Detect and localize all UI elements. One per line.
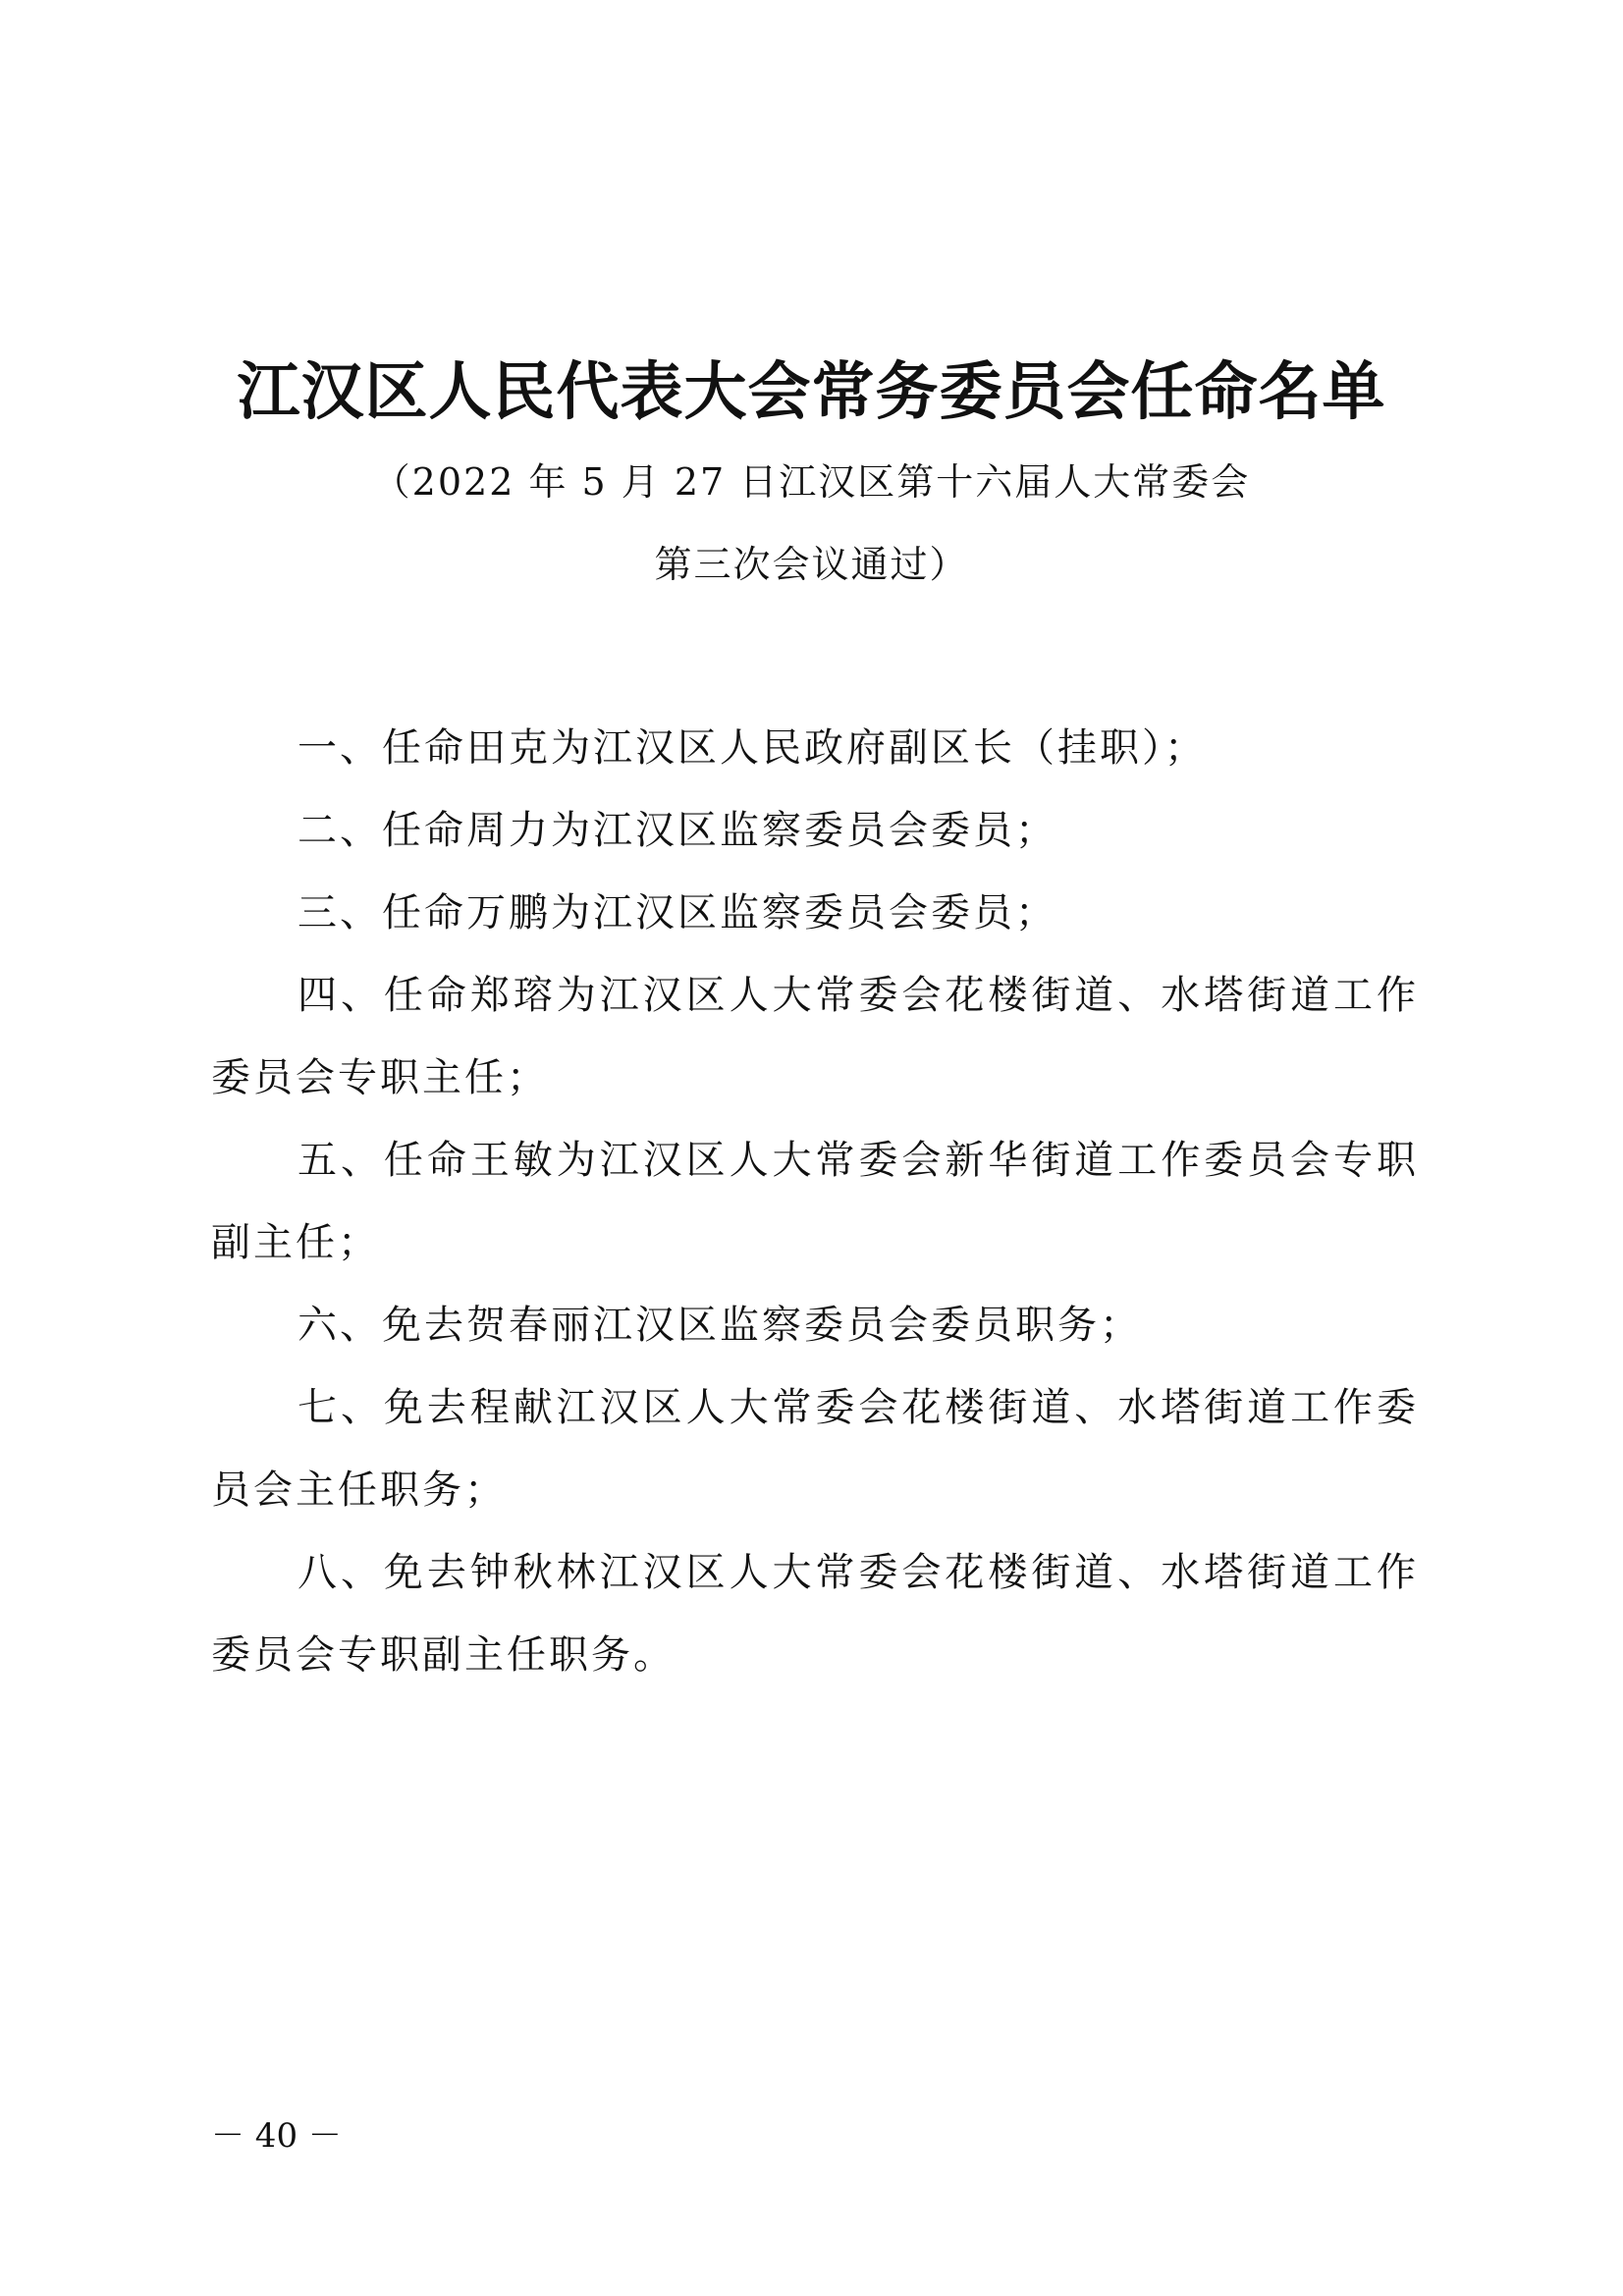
document-subtitle-line2: 第三次会议通过）: [654, 543, 969, 586]
document-subtitle-line1: （2022 年 5 月 27 日江汉区第十六届人大常委会: [372, 460, 1251, 504]
removal-item-6: 六、免去贺春丽江汉区监察委员会委员职务；: [298, 1303, 1142, 1348]
appointment-item-1: 一、任命田克为江汉区人民政府副区长（挂职）；: [298, 725, 1207, 771]
removal-item-8: 八、免去钟秋林江汉区人大常委会花楼街道、水塔街道工作委员会专职副主任职务。: [211, 1550, 1419, 1678]
appointment-item-2: 二、任命周力为江汉区监察委员会委员；: [298, 808, 1057, 853]
appointment-item-5: 五、任命王敏为江汉区人大常委会新华街道工作委员会专职副主任；: [211, 1138, 1419, 1265]
appointment-list: [211, 707, 1419, 1696]
removal-item-7: 七、免去程献江汉区人大常委会花楼街道、水塔街道工作委员会主任职务；: [211, 1385, 1419, 1513]
page-number: － 40 －: [211, 2116, 342, 2156]
document-title: 江汉区人民代表大会常务委员会任命名单: [237, 355, 1386, 429]
appointment-item-3: 三、任命万鹏为江汉区监察委员会委员；: [298, 890, 1057, 935]
appointment-item-4: 四、任命郑瑢为江汉区人大常委会花楼街道、水塔街道工作委员会专职主任；: [211, 973, 1419, 1100]
